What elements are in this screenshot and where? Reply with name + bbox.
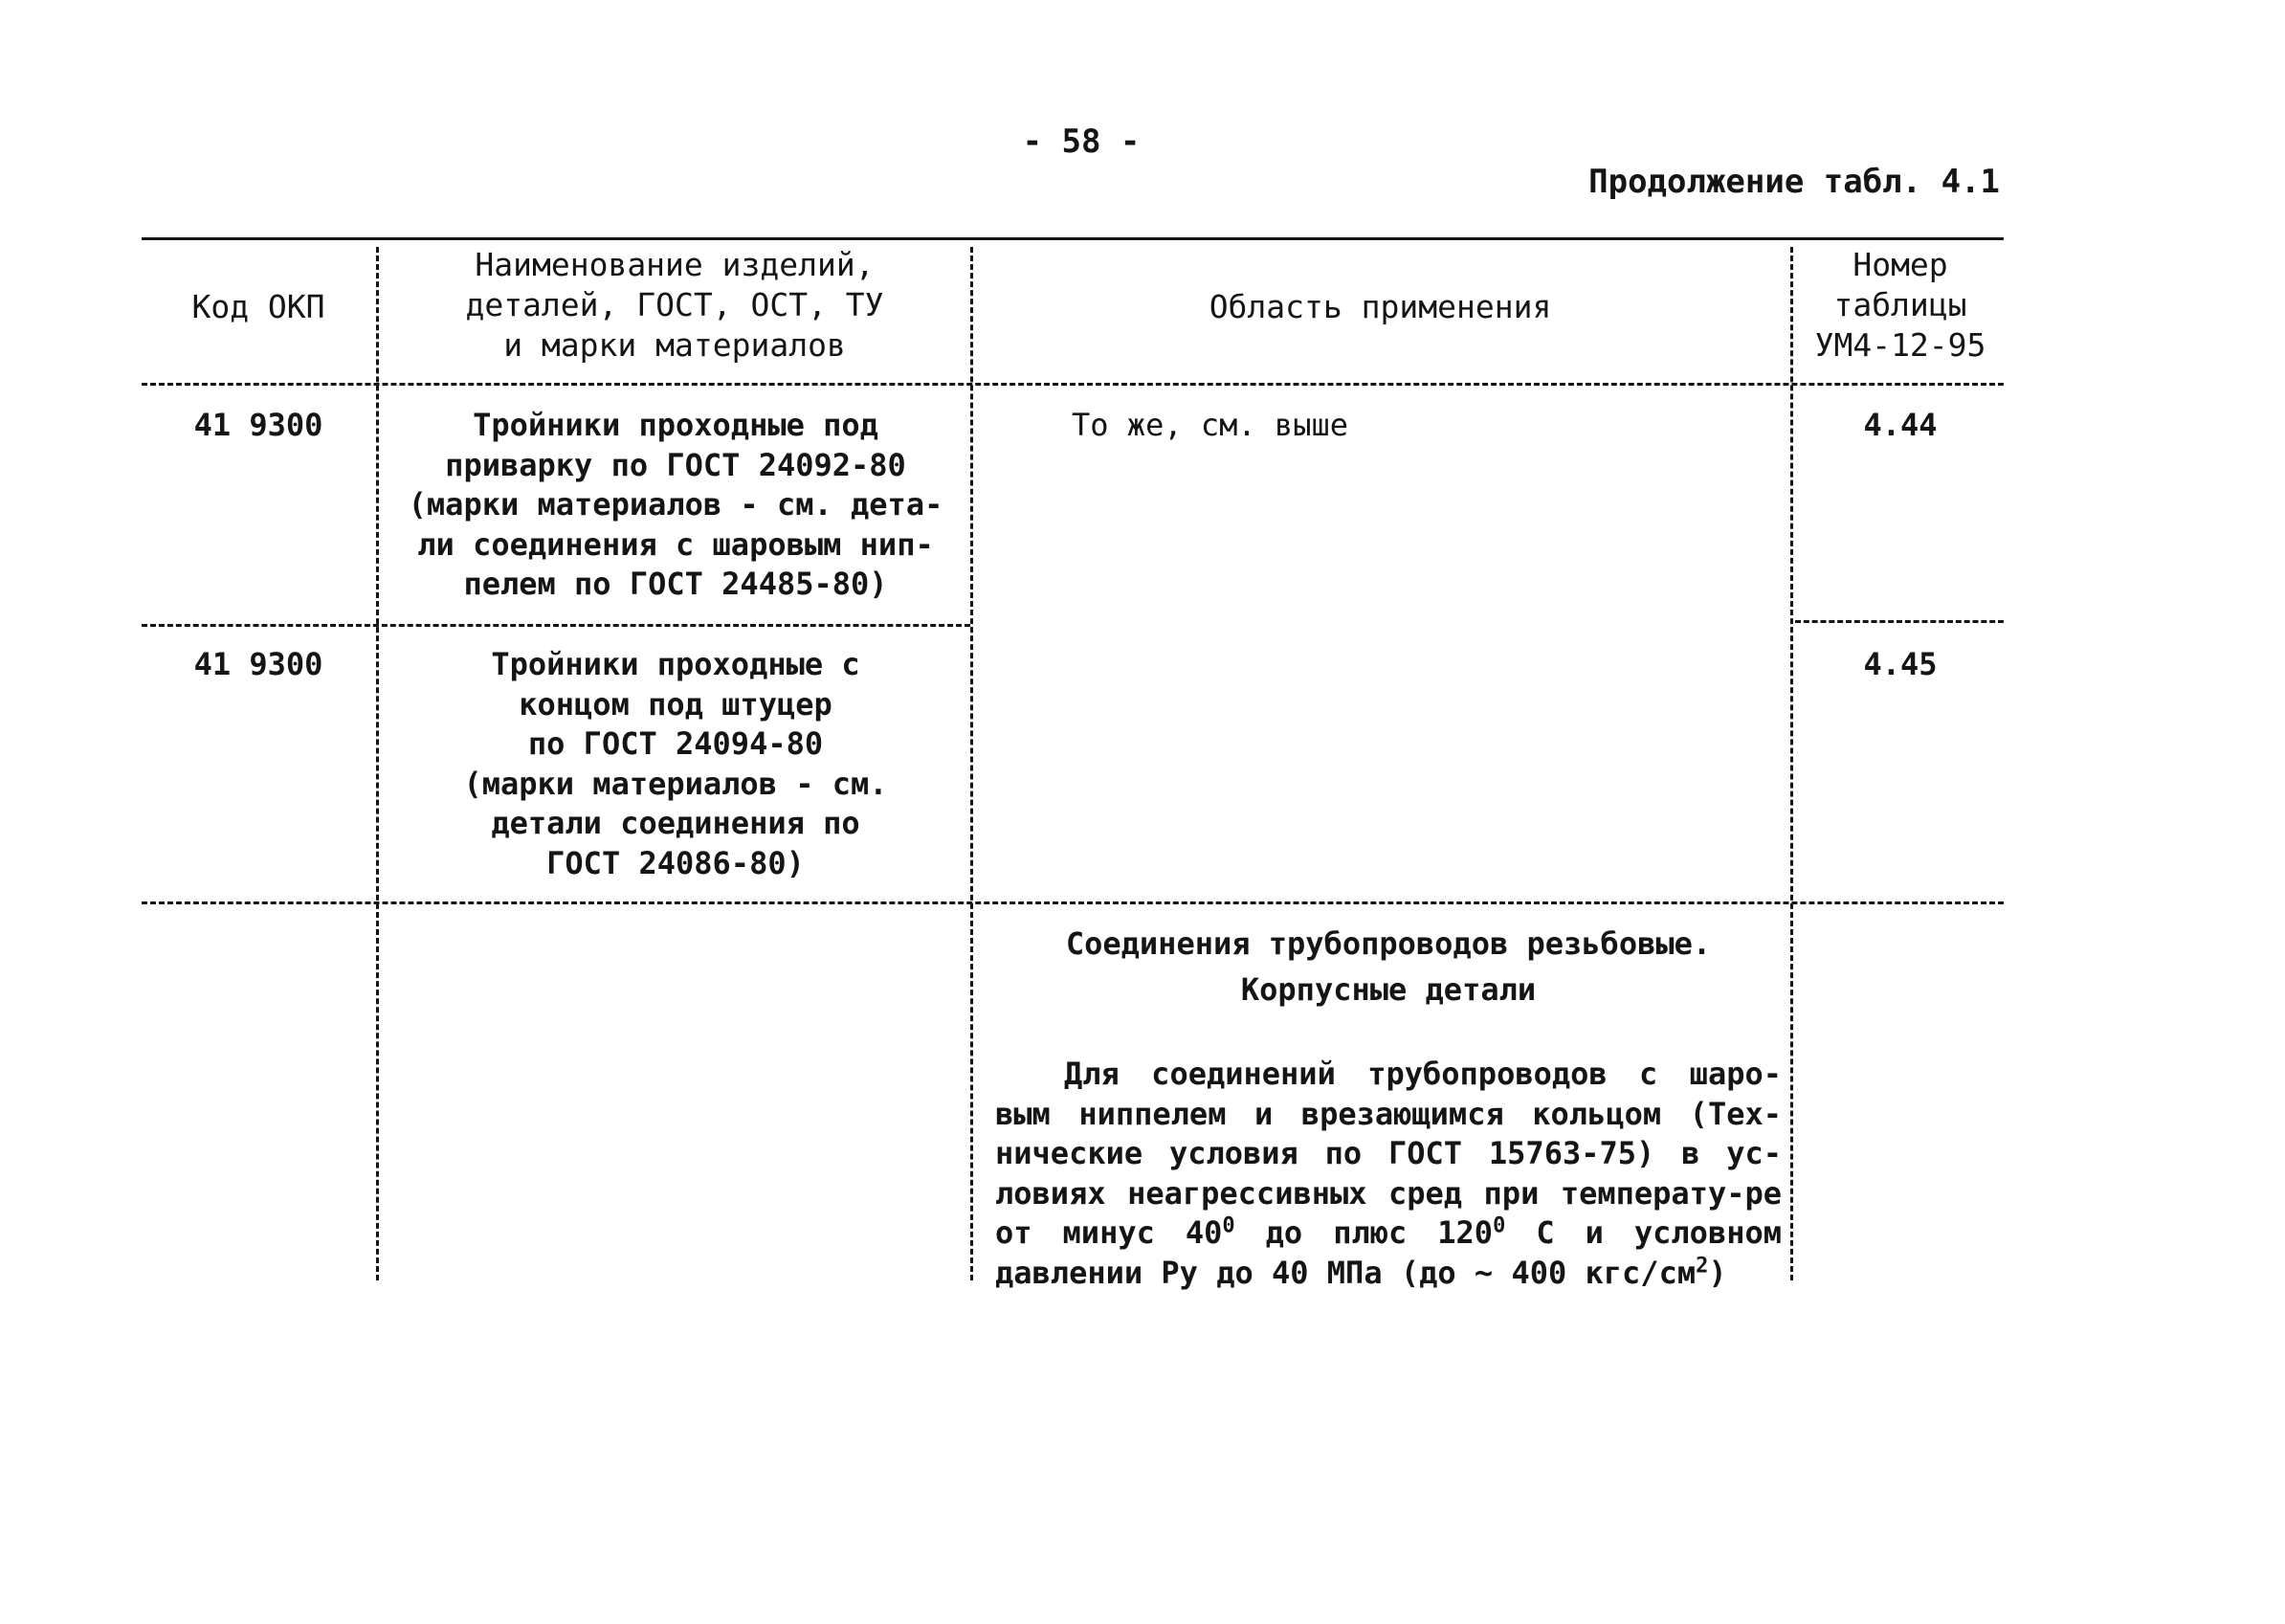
row1-code: 41 9300 <box>193 407 323 443</box>
section-heading-line1: Соединения трубопроводов резьбовые. <box>1065 925 1712 962</box>
header-name-line3: и марки материалов <box>503 326 846 364</box>
row2-table-number: 4.45 <box>1863 646 1938 682</box>
row2-name-line: ГОСТ 24086-80) <box>546 844 805 881</box>
column-separator-1 <box>376 247 379 1280</box>
header-name-line2: деталей, ГОСТ, ОСТ, ТУ <box>465 286 884 323</box>
para-part-1: Для соединений трубопроводов с шаро-вым ниппелем и врезающимся кольцом (Тех-нические условия по ГОСТ 15763-75) в ус-ловиях неагрессивных сред при температу-ре от минус 40 <box>995 1056 1782 1251</box>
approx-sign: ~ <box>1474 1254 1494 1291</box>
row2-separator <box>142 901 2004 904</box>
para-part-4: 400 кгс/см <box>1493 1254 1697 1291</box>
section-heading <box>995 921 1782 1012</box>
para-part-3: С и условном давлении Ру до 40 МПа (до <box>995 1214 1783 1291</box>
section-paragraph <box>995 1055 1782 1293</box>
section-block <box>995 921 1782 1293</box>
header-area: Область применения <box>1209 288 1552 325</box>
row1-separator-right <box>1795 620 2004 623</box>
row2-name-line: по ГОСТ 24094-80 <box>527 725 824 762</box>
para-part-2: до плюс 120 <box>1234 1214 1494 1251</box>
row1-name-line: (марки материалов - см. дета- <box>408 486 943 523</box>
column-separator-3 <box>1790 247 1793 1280</box>
row1-name-line: пелем по ГОСТ 24485-80) <box>463 566 888 602</box>
row1-name-line: ли соединения с шаровым нип- <box>417 525 934 563</box>
header-separator <box>142 383 2004 386</box>
page-number: - 58 - <box>1022 122 1141 161</box>
row2-code: 41 9300 <box>193 646 323 682</box>
header-number-line1: Номер <box>1852 246 1948 283</box>
degree-sup-2: 0 <box>1493 1213 1506 1238</box>
header-code: Код ОКП <box>191 288 325 325</box>
row2-name-line: концом под штуцер <box>519 685 832 723</box>
row2-name <box>385 645 966 883</box>
square-sup: 2 <box>1696 1253 1709 1278</box>
header-number-line3: УМ4-12-95 <box>1814 326 1986 364</box>
row2-name-line: Тройники проходные с <box>491 646 860 682</box>
row1-table-number: 4.44 <box>1863 407 1938 443</box>
para-part-5: ) <box>1708 1254 1727 1291</box>
row1-area: То же, см. выше <box>1072 407 1348 443</box>
section-heading-line2: Корпусные детали <box>1240 971 1537 1008</box>
header-name-line1: Наименование изделий, <box>475 246 875 283</box>
row2-name-line: (марки материалов - см. <box>463 765 888 802</box>
header-number-line2: таблицы <box>1833 286 1967 323</box>
table-top-rule <box>142 237 2004 240</box>
degree-sup-1: 0 <box>1222 1213 1235 1238</box>
row1-name <box>385 406 966 605</box>
column-separator-2 <box>970 247 973 1280</box>
row1-name-line: Тройники проходные под <box>473 407 878 443</box>
row1-separator-left <box>142 624 970 627</box>
header-number <box>1797 245 2004 366</box>
row1-name-line: приварку по ГОСТ 24092-80 <box>445 446 906 483</box>
row2-name-line: детали соединения по <box>491 805 860 841</box>
header-name <box>383 245 966 366</box>
continuation-label: Продолжение табл. 4.1 <box>1588 163 2000 201</box>
